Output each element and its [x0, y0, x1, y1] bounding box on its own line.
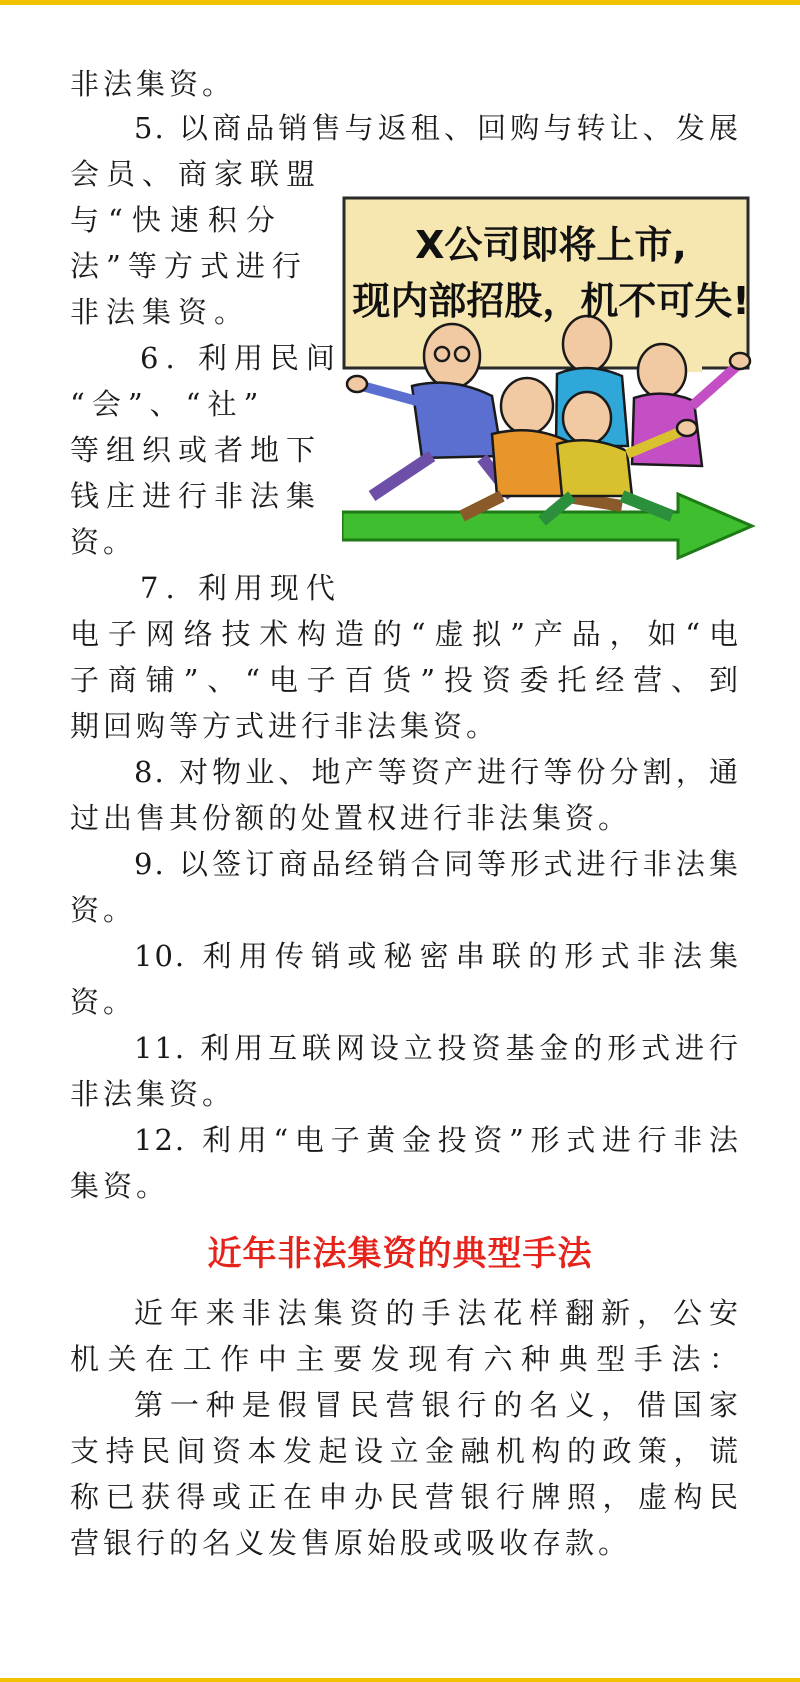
section-heading: 近年非法集资的典型手法	[207, 1234, 593, 1274]
text-line: 11. 利用互联网设立投资基金的形式进行	[134, 1031, 740, 1065]
paragraph-line: 支持民间资本发起设立金融机构的政策，谎	[70, 1434, 740, 1468]
sign-text-line-2: 现内部招股，机不可失!	[352, 279, 750, 323]
bottom-accent-bar	[0, 1678, 800, 1682]
text-line: 8. 对物业、地产等资产进行等份分割，通	[134, 755, 740, 789]
text-line: 7. 利用现代	[140, 571, 342, 605]
text-line: 钱庄进行非法集	[70, 479, 323, 513]
text-line: 法”等方式进行	[70, 249, 308, 283]
text-line: 电子网络技术构造的“虚拟”产品，如“电	[70, 617, 740, 651]
text-line: 资。	[70, 893, 137, 927]
paragraph-line: 第一种是假冒民营银行的名义，借国家	[134, 1388, 740, 1422]
text-line: 资。	[70, 985, 137, 1019]
text-line: 过出售其份额的处置权进行非法集资。	[70, 801, 632, 835]
paragraph-line: 近年来非法集资的手法花样翻新，公安	[134, 1296, 740, 1330]
cartoon-drawing	[342, 196, 760, 566]
text-line: 期回购等方式进行非法集资。	[70, 709, 500, 743]
text-line: 子商铺”、“电子百货”投资委托经营、到	[70, 663, 740, 697]
text-line: 资。	[70, 525, 137, 559]
paragraph-line: 称已获得或正在申办民营银行牌照，虚构民	[70, 1480, 740, 1514]
arrow-shape	[342, 494, 752, 558]
text-line: 非法集资。	[70, 1077, 236, 1111]
text-line: 等组织或者地下	[70, 433, 323, 467]
text-line: 非法集资。	[70, 67, 236, 101]
sign-text-line-1: X公司即将上市,	[415, 223, 687, 267]
paragraph-line: 机关在工作中主要发现有六种典型手法：	[70, 1342, 740, 1376]
top-accent-bar	[0, 0, 800, 5]
text-line: 与“快速积分	[70, 203, 284, 237]
text-line: 12. 利用“电子黄金投资”形式进行非法	[134, 1123, 740, 1157]
text-line: 5. 以商品销售与返租、回购与转让、发展	[134, 111, 740, 145]
text-line: 集资。	[70, 1169, 170, 1203]
cartoon-illustration	[342, 196, 760, 566]
text-line: “会”、“社”	[70, 387, 266, 421]
text-line: 10. 利用传销或秘密串联的形式非法集	[134, 939, 740, 973]
paragraph-line: 营银行的名义发售原始股或吸收存款。	[70, 1526, 632, 1560]
text-line: 非法集资。	[70, 295, 251, 329]
text-line: 9. 以签订商品经销合同等形式进行非法集	[134, 847, 740, 881]
text-line: 会员、商家联盟	[70, 157, 323, 191]
text-line: 6. 利用民间	[140, 341, 342, 375]
